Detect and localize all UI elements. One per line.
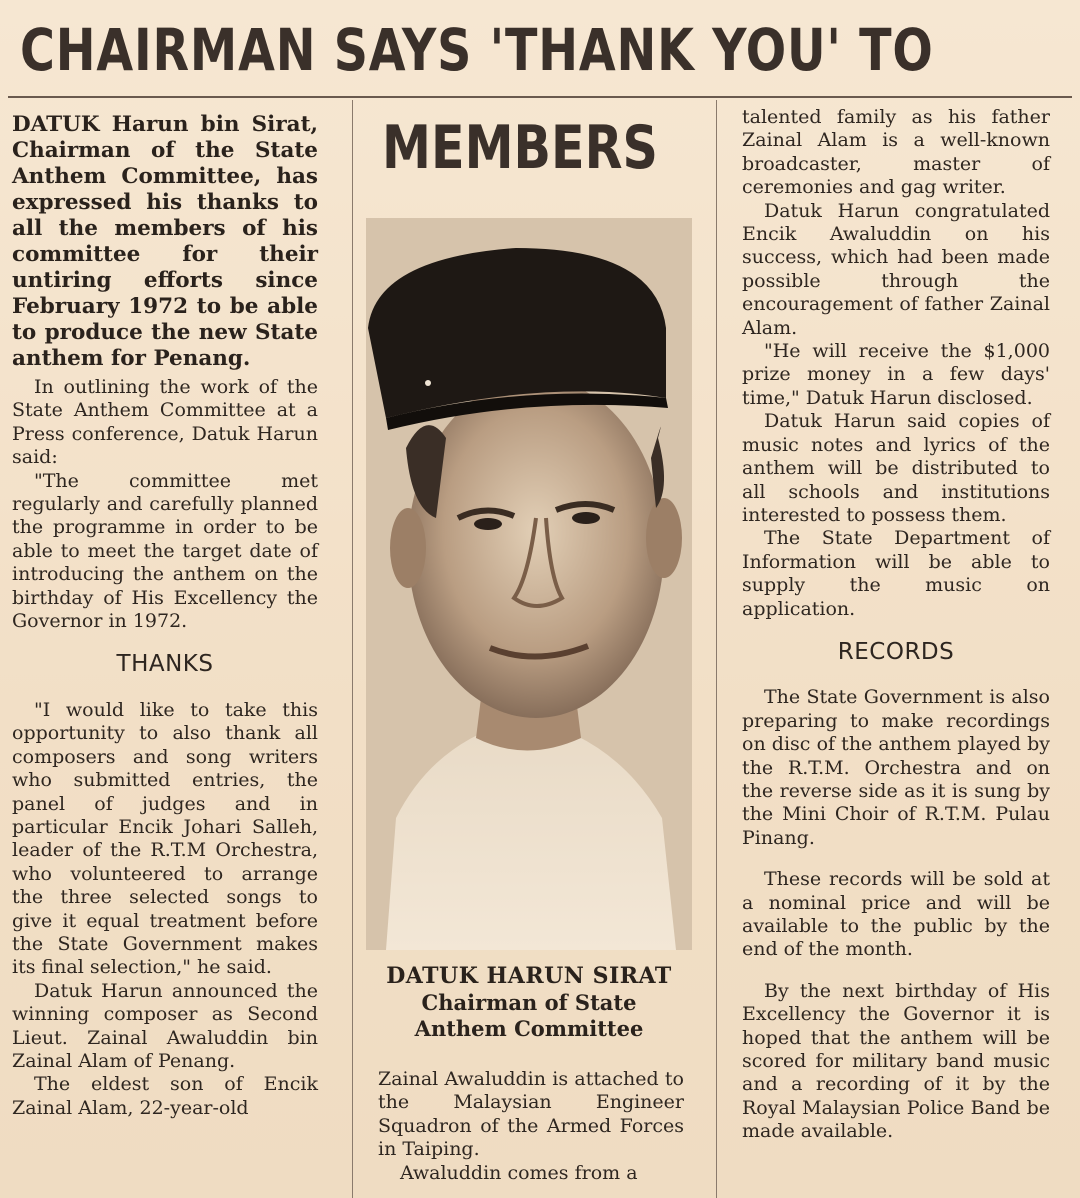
paragraph: The State Government is also preparing to make recordings on disc of the anthem played by the R.T.M. Orchestra and on the reverse side as it is sung by the Mini Choir of R.T.M. Pulau Pinang. xyxy=(742,686,1050,849)
lead-paragraph: DATUK Harun bin Sirat, Chairman of the State Anthem Committee, has expressed his thanks to all the members of his committee for their untiring efforts since February 1972 to be able to produce the new State anthem for Penang. xyxy=(12,112,318,371)
subheading-records: RECORDS xyxy=(837,638,955,665)
caption-title: Chairman of State xyxy=(421,990,637,1015)
photo-caption xyxy=(366,962,692,1042)
headline-continued: MEMBERS xyxy=(382,113,658,183)
paragraph: Zainal Awaluddin is attached to the Malaysian Engineer Squadron of the Armed Forces in Taiping. xyxy=(378,1068,684,1161)
caption-name: DATUK HARUN SIRAT xyxy=(386,963,672,989)
portrait-illustration xyxy=(366,218,692,950)
paragraph: "The committee met regularly and carefully planned the programme in order to be able to meet the target date of introducing the anthem on the birthday of His Excellency the Governor in 1972. xyxy=(12,469,318,633)
paragraph: talented family as his father Zainal Alam is a well-known broadcaster, master of ceremonies and gag writer. xyxy=(742,106,1050,199)
article-column-left xyxy=(12,112,318,1120)
headline: CHAIRMAN SAYS 'THANK YOU' TO xyxy=(20,16,934,84)
paragraph: Awaluddin comes from a xyxy=(400,1161,638,1184)
paragraph: The eldest son of Encik Zainal Alam, 22-year-old xyxy=(12,1073,318,1119)
paragraph: By the next birthday of His Excellency the Governor it is hoped that the anthem will be scored for military band music and a recording of it by the Royal Malaysian Police Band be made available. xyxy=(742,979,1050,1143)
paragraph: "He will receive the $1,000 prize money in a few days' time," Datuk Harun disclosed. xyxy=(742,340,1050,409)
subheading-thanks: THANKS xyxy=(116,651,214,678)
paragraph: Datuk Harun congratulated Encik Awaluddin on his success, which had been made possible through the encouragement of father Zainal Alam. xyxy=(742,199,1050,339)
portrait-photo xyxy=(366,218,692,950)
column-divider-left xyxy=(352,100,353,1198)
paragraph: In outlining the work of the State Anthem Committee at a Press conference, Datuk Harun said: xyxy=(12,376,318,469)
column-divider-right xyxy=(716,100,717,1198)
paragraph: These records will be sold at a nominal price and will be available to the public by the end of the month. xyxy=(742,868,1050,961)
caption-title-continued: Anthem Committee xyxy=(414,1016,644,1041)
paragraph: Datuk Harun announced the winning composer as Second Lieut. Zainal Awaluddin bin Zainal Alam of Penang. xyxy=(12,979,318,1072)
paragraph: "I would like to take this opportunity to also thank all composers and song writers who submitted entries, the panel of judges and in particular Encik Johari Salleh, leader of the R.T.M Orchestra, who volunteered to arrange the three selected songs to give it equal treatment before the State Government makes its final selection," he said. xyxy=(12,698,318,979)
article-column-right xyxy=(742,106,1050,1144)
paragraph: Datuk Harun said copies of music notes and lyrics of the anthem will be distributed to all schools and institutions interested to possess them. xyxy=(742,410,1050,526)
article-column-middle xyxy=(378,1068,684,1185)
headline-rule xyxy=(8,96,1072,98)
paragraph: The State Department of Information will be able to supply the music on application. xyxy=(742,527,1050,620)
